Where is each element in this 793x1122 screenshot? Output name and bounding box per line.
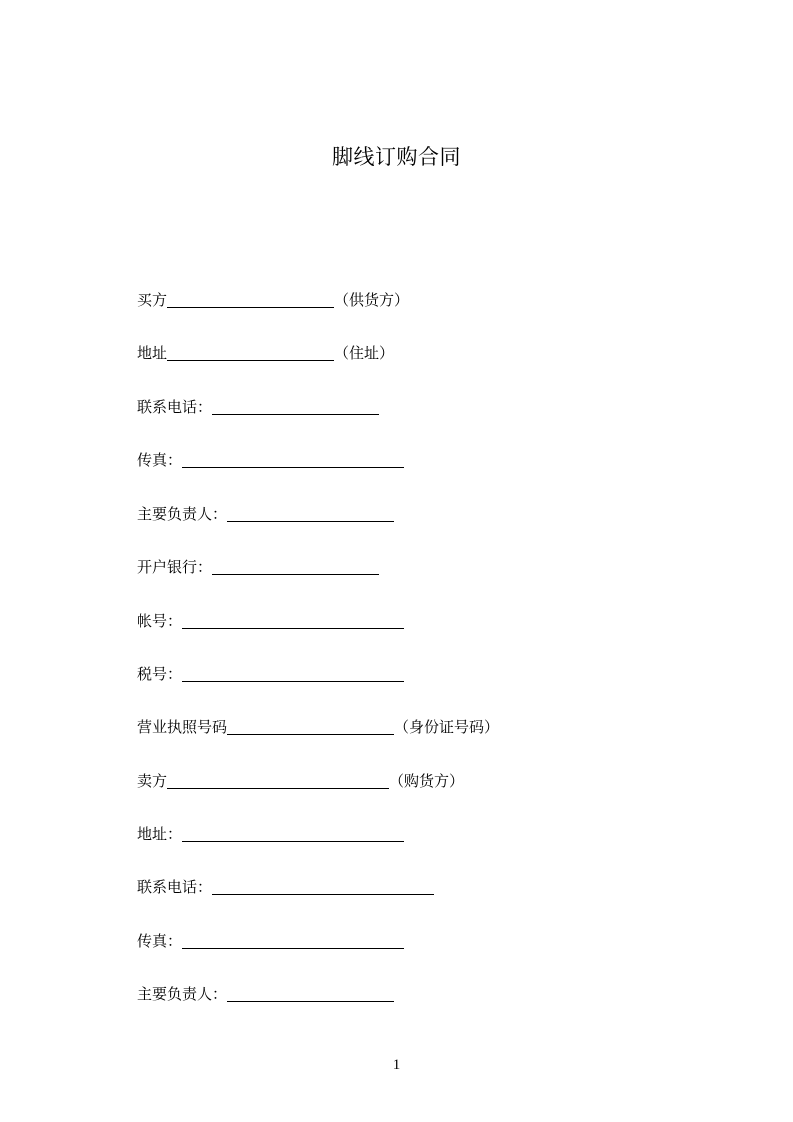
fill-blank[interactable] bbox=[182, 452, 404, 468]
buyer-tax-field bbox=[137, 664, 404, 684]
field-label: 主要负责人： bbox=[137, 985, 228, 1003]
fill-blank[interactable] bbox=[182, 613, 404, 629]
seller-phone-field bbox=[137, 877, 434, 897]
buyer-fax-field bbox=[137, 450, 404, 470]
field-label: 传真： bbox=[137, 932, 183, 950]
buyer-account-field bbox=[137, 611, 404, 631]
seller-address-field bbox=[137, 824, 404, 844]
fill-blank[interactable] bbox=[167, 773, 389, 789]
field-label: 帐号： bbox=[137, 612, 183, 630]
fill-blank[interactable] bbox=[182, 933, 404, 949]
fill-blank[interactable] bbox=[167, 345, 334, 361]
fill-blank[interactable] bbox=[212, 559, 379, 575]
field-suffix: （供货方） bbox=[334, 291, 410, 309]
fill-blank[interactable] bbox=[212, 399, 379, 415]
field-label: 联系电话： bbox=[137, 398, 213, 416]
fill-blank[interactable] bbox=[227, 506, 394, 522]
buyer-license-field bbox=[137, 717, 499, 737]
field-label: 联系电话： bbox=[137, 878, 213, 896]
fill-blank[interactable] bbox=[167, 292, 334, 308]
page-number: 1 bbox=[392, 1057, 401, 1073]
field-suffix: （身份证号码） bbox=[394, 718, 500, 736]
buyer-address-field bbox=[137, 343, 394, 363]
seller-principal-field bbox=[137, 984, 394, 1004]
fill-blank[interactable] bbox=[182, 826, 404, 842]
field-label: 营业执照号码 bbox=[137, 718, 228, 736]
document-title: 脚线订购合同 bbox=[332, 145, 461, 169]
seller-field bbox=[137, 771, 464, 791]
buyer-phone-field bbox=[137, 397, 379, 417]
field-label: 地址 bbox=[137, 344, 168, 362]
buyer-bank-field bbox=[137, 557, 379, 577]
seller-fax-field bbox=[137, 931, 404, 951]
field-label: 主要负责人： bbox=[137, 505, 228, 523]
field-suffix: （住址） bbox=[334, 344, 395, 362]
buyer-principal-field bbox=[137, 504, 394, 524]
field-label: 开户银行： bbox=[137, 558, 213, 576]
fill-blank[interactable] bbox=[227, 719, 394, 735]
field-label: 地址： bbox=[137, 825, 183, 843]
buyer-field bbox=[137, 290, 409, 310]
field-label: 传真： bbox=[137, 451, 183, 469]
fill-blank[interactable] bbox=[212, 879, 434, 895]
field-label: 买方 bbox=[137, 291, 168, 309]
field-suffix: （购货方） bbox=[389, 772, 465, 790]
field-label: 卖方 bbox=[137, 772, 168, 790]
field-label: 税号： bbox=[137, 665, 183, 683]
fill-blank[interactable] bbox=[182, 666, 404, 682]
fill-blank[interactable] bbox=[227, 986, 394, 1002]
